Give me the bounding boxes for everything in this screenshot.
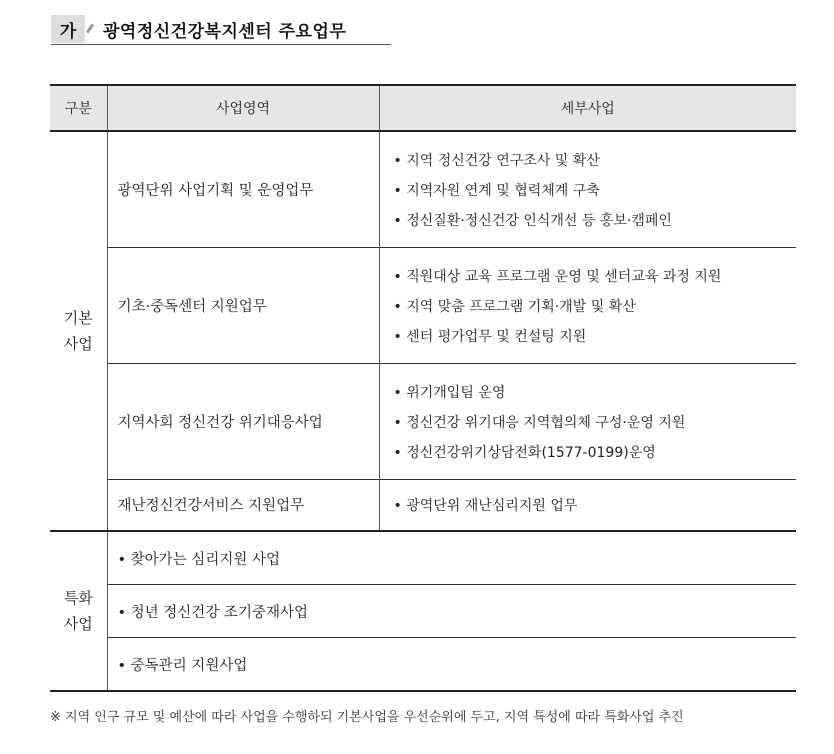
table-row bbox=[50, 131, 796, 247]
main-duties-table bbox=[50, 84, 796, 692]
category-basic bbox=[50, 131, 107, 531]
area-cell: 광역단위 사업기획 및 운영업무 bbox=[107, 131, 379, 247]
special-item bbox=[107, 585, 796, 638]
detail-item: • 지역자원 연계 및 협력체계 구축 bbox=[394, 176, 797, 206]
area-cell: 기초·중독센터 지원업무 bbox=[107, 247, 379, 363]
special-item bbox=[107, 638, 796, 692]
section-badge bbox=[51, 15, 85, 43]
special-item bbox=[107, 531, 796, 585]
details-cell bbox=[379, 479, 796, 531]
badge-slash-decoration bbox=[86, 24, 94, 34]
table-row bbox=[50, 479, 796, 531]
header-category: 구분 bbox=[50, 85, 107, 131]
category-special-line1: 특화 bbox=[63, 589, 93, 607]
footnote: ※ 지역 인구 규모 및 예산에 따라 사업을 수행하되 기본사업을 우선순위에 두고, 지역 특성에 따라 특화사업 추진 bbox=[50, 710, 684, 725]
detail-item: • 정신건강 위기대응 지역협의체 구성·운영 지원 bbox=[394, 408, 797, 438]
section-heading bbox=[51, 14, 346, 44]
table-header-row bbox=[50, 85, 796, 131]
heading-underline bbox=[51, 44, 391, 45]
table-row bbox=[50, 638, 796, 692]
area-cell: 재난정신건강서비스 지원업무 bbox=[107, 479, 379, 531]
details-cell bbox=[379, 247, 796, 363]
detail-item: • 위기개입팀 운영 bbox=[394, 378, 797, 408]
detail-item: • 지역 정신건강 연구조사 및 확산 bbox=[394, 146, 797, 176]
table-row bbox=[50, 585, 796, 638]
special-item-label: • 청년 정신건강 조기중재사업 bbox=[118, 605, 308, 621]
details-cell bbox=[379, 363, 796, 479]
category-special-line2: 사업 bbox=[63, 615, 93, 633]
header-details: 세부사업 bbox=[379, 85, 796, 131]
header-area: 사업영역 bbox=[107, 85, 379, 131]
table-row bbox=[50, 531, 796, 585]
detail-item: • 직원대상 교육 프로그램 운영 및 센터교육 과정 지원 bbox=[394, 262, 797, 292]
area-cell: 지역사회 정신건강 위기대응사업 bbox=[107, 363, 379, 479]
detail-item: • 정신질환·정신건강 인식개선 등 홍보·캠페인 bbox=[394, 206, 797, 236]
detail-item: • 정신건강위기상담전화(1577-0199)운영 bbox=[394, 438, 797, 468]
category-special bbox=[50, 531, 107, 691]
special-item-label: • 중독관리 지원사업 bbox=[118, 658, 248, 674]
table-row bbox=[50, 247, 796, 363]
detail-item: • 광역단위 재난심리지원 업무 bbox=[394, 498, 578, 514]
category-basic-line1: 기본 bbox=[63, 309, 93, 327]
section-badge-label: 가 bbox=[59, 21, 77, 42]
detail-item: • 지역 맞춤 프로그램 기획·개발 및 확산 bbox=[394, 292, 797, 322]
category-basic-line2: 사업 bbox=[63, 335, 93, 353]
section-title: 광역정신건강복지센터 주요업무 bbox=[103, 21, 347, 42]
special-item-label: • 찾아가는 심리지원 사업 bbox=[118, 552, 280, 568]
detail-item: • 센터 평가업무 및 컨설팅 지원 bbox=[394, 322, 797, 352]
details-cell bbox=[379, 131, 796, 247]
table-row bbox=[50, 363, 796, 479]
